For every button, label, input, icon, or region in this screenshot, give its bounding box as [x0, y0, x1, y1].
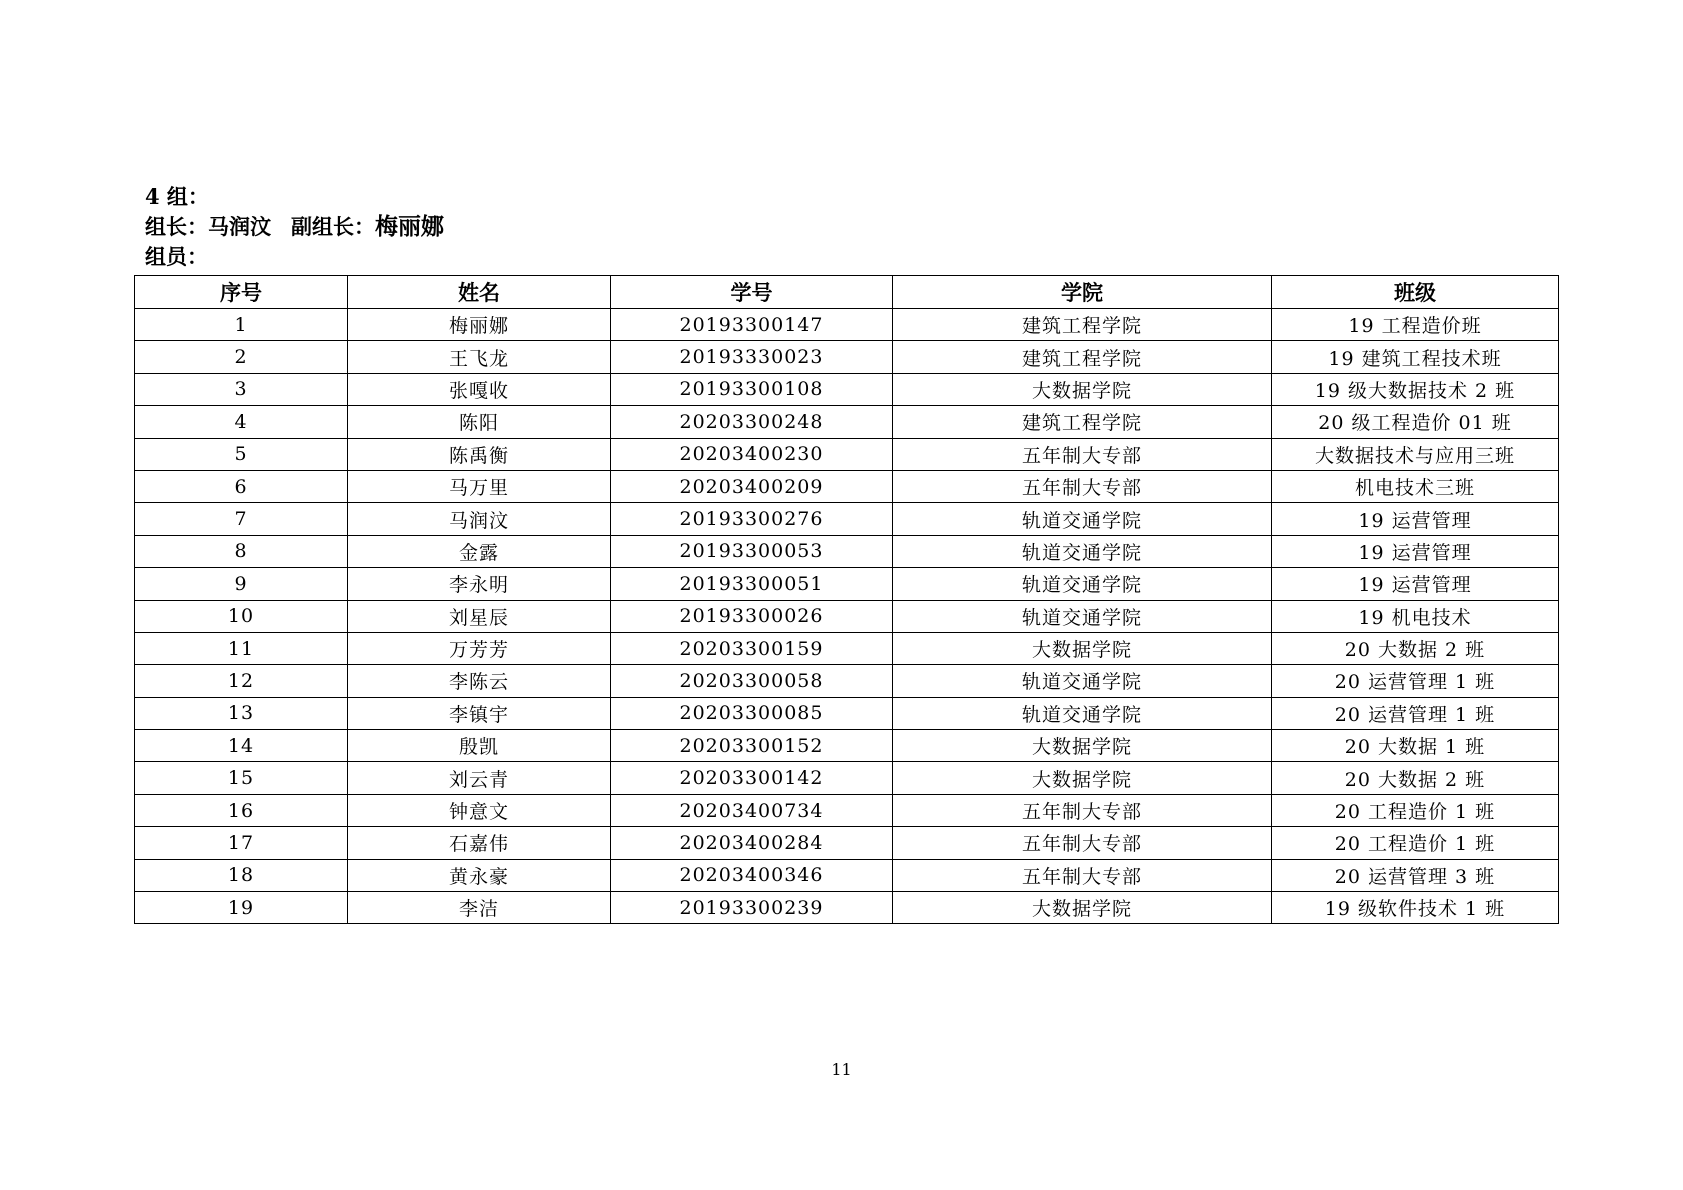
cell-name: 张嘎收	[348, 373, 611, 405]
cell-college: 建筑工程学院	[893, 309, 1272, 341]
cell-college: 轨道交通学院	[893, 600, 1272, 632]
cell-name: 王飞龙	[348, 341, 611, 373]
cell-name: 万芳芳	[348, 632, 611, 664]
table-row	[135, 535, 1559, 567]
members-label: 组员：	[145, 244, 208, 269]
cell-class: 19 建筑工程技术班	[1272, 341, 1559, 373]
cell-college: 五年制大专部	[893, 438, 1272, 470]
cell-student-id: 20203300159	[611, 632, 893, 664]
cell-index: 17	[135, 827, 348, 859]
table-row	[135, 665, 1559, 697]
table-header-row	[135, 276, 1559, 309]
header-class: 班级	[1272, 276, 1559, 309]
cell-college: 五年制大专部	[893, 794, 1272, 826]
cell-index: 5	[135, 438, 348, 470]
cell-class: 19 机电技术	[1272, 600, 1559, 632]
cell-class: 19 工程造价班	[1272, 309, 1559, 341]
cell-class: 20 工程造价 1 班	[1272, 827, 1559, 859]
table-row	[135, 373, 1559, 405]
cell-name: 金露	[348, 535, 611, 567]
cell-index: 18	[135, 859, 348, 891]
cell-student-id: 20203300058	[611, 665, 893, 697]
cell-name: 陈阳	[348, 406, 611, 438]
cell-college: 五年制大专部	[893, 827, 1272, 859]
header-name: 姓名	[348, 276, 611, 309]
cell-name: 殷凯	[348, 730, 611, 762]
cell-class: 20 工程造价 1 班	[1272, 794, 1559, 826]
cell-student-id: 20203400734	[611, 794, 893, 826]
cell-college: 建筑工程学院	[893, 341, 1272, 373]
cell-index: 12	[135, 665, 348, 697]
cell-class: 20 运营管理 1 班	[1272, 697, 1559, 729]
cell-index: 7	[135, 503, 348, 535]
cell-student-id: 20193300276	[611, 503, 893, 535]
cell-student-id: 20203400284	[611, 827, 893, 859]
cell-index: 4	[135, 406, 348, 438]
table-row	[135, 600, 1559, 632]
member-table	[134, 275, 1559, 924]
cell-college: 轨道交通学院	[893, 535, 1272, 567]
cell-student-id: 20193300053	[611, 535, 893, 567]
cell-name: 陈禹衡	[348, 438, 611, 470]
cell-class: 19 级软件技术 1 班	[1272, 892, 1559, 924]
group-title: 4 组：	[145, 184, 209, 209]
cell-student-id: 20203400230	[611, 438, 893, 470]
cell-class: 19 级大数据技术 2 班	[1272, 373, 1559, 405]
table-row	[135, 794, 1559, 826]
cell-college: 五年制大专部	[893, 859, 1272, 891]
table-row	[135, 568, 1559, 600]
cell-student-id: 20203300085	[611, 697, 893, 729]
page-number: 11	[831, 1060, 852, 1079]
table-row	[135, 892, 1559, 924]
cell-name: 马万里	[348, 470, 611, 502]
cell-student-id: 20193300239	[611, 892, 893, 924]
cell-student-id: 20203300142	[611, 762, 893, 794]
cell-name: 李永明	[348, 568, 611, 600]
cell-name: 李洁	[348, 892, 611, 924]
cell-class: 20 大数据 1 班	[1272, 730, 1559, 762]
cell-index: 1	[135, 309, 348, 341]
cell-student-id: 20203300152	[611, 730, 893, 762]
leaders-line	[145, 212, 845, 242]
cell-name: 钟意文	[348, 794, 611, 826]
table-row	[135, 438, 1559, 470]
cell-college: 大数据学院	[893, 373, 1272, 405]
cell-name: 李陈云	[348, 665, 611, 697]
cell-college: 轨道交通学院	[893, 697, 1272, 729]
table-row	[135, 632, 1559, 664]
cell-college: 大数据学院	[893, 730, 1272, 762]
table-row	[135, 341, 1559, 373]
cell-class: 20 级工程造价 01 班	[1272, 406, 1559, 438]
group-header	[145, 182, 845, 272]
cell-name: 刘星辰	[348, 600, 611, 632]
table-row	[135, 470, 1559, 502]
cell-student-id: 20203300248	[611, 406, 893, 438]
vice-leader-name: 梅丽娜	[375, 213, 444, 240]
cell-name: 梅丽娜	[348, 309, 611, 341]
cell-college: 建筑工程学院	[893, 406, 1272, 438]
cell-name: 刘云青	[348, 762, 611, 794]
vice-leader-label: 副组长：	[291, 214, 375, 239]
cell-index: 8	[135, 535, 348, 567]
cell-name: 黄永豪	[348, 859, 611, 891]
cell-student-id: 20193300108	[611, 373, 893, 405]
cell-index: 19	[135, 892, 348, 924]
cell-index: 10	[135, 600, 348, 632]
cell-college: 轨道交通学院	[893, 503, 1272, 535]
cell-student-id: 20193330023	[611, 341, 893, 373]
cell-student-id: 20203400209	[611, 470, 893, 502]
table-body	[135, 309, 1559, 924]
cell-college: 轨道交通学院	[893, 568, 1272, 600]
table-row	[135, 730, 1559, 762]
table-row	[135, 762, 1559, 794]
cell-name: 石嘉伟	[348, 827, 611, 859]
cell-class: 机电技术三班	[1272, 470, 1559, 502]
cell-name: 李镇宇	[348, 697, 611, 729]
cell-index: 16	[135, 794, 348, 826]
cell-index: 15	[135, 762, 348, 794]
cell-student-id: 20193300147	[611, 309, 893, 341]
cell-class: 19 运营管理	[1272, 568, 1559, 600]
cell-index: 13	[135, 697, 348, 729]
cell-class: 20 大数据 2 班	[1272, 762, 1559, 794]
cell-class: 19 运营管理	[1272, 503, 1559, 535]
cell-college: 大数据学院	[893, 632, 1272, 664]
cell-index: 2	[135, 341, 348, 373]
cell-index: 6	[135, 470, 348, 502]
cell-college: 五年制大专部	[893, 470, 1272, 502]
header-index: 序号	[135, 276, 348, 309]
cell-index: 11	[135, 632, 348, 664]
leader-name: 马润汶	[208, 214, 271, 239]
cell-class: 20 运营管理 3 班	[1272, 859, 1559, 891]
cell-student-id: 20193300051	[611, 568, 893, 600]
cell-college: 大数据学院	[893, 892, 1272, 924]
header-student-id: 学号	[611, 276, 893, 309]
cell-class: 大数据技术与应用三班	[1272, 438, 1559, 470]
table-row	[135, 859, 1559, 891]
cell-index: 9	[135, 568, 348, 600]
cell-index: 14	[135, 730, 348, 762]
cell-class: 19 运营管理	[1272, 535, 1559, 567]
cell-index: 3	[135, 373, 348, 405]
leader-label: 组长：	[145, 214, 208, 239]
cell-student-id: 20193300026	[611, 600, 893, 632]
table-row	[135, 827, 1559, 859]
cell-class: 20 大数据 2 班	[1272, 632, 1559, 664]
table-row	[135, 503, 1559, 535]
cell-student-id: 20203400346	[611, 859, 893, 891]
cell-college: 大数据学院	[893, 762, 1272, 794]
cell-college: 轨道交通学院	[893, 665, 1272, 697]
cell-name: 马润汶	[348, 503, 611, 535]
header-college: 学院	[893, 276, 1272, 309]
table-row	[135, 406, 1559, 438]
cell-class: 20 运营管理 1 班	[1272, 665, 1559, 697]
table-row	[135, 309, 1559, 341]
table-row	[135, 697, 1559, 729]
